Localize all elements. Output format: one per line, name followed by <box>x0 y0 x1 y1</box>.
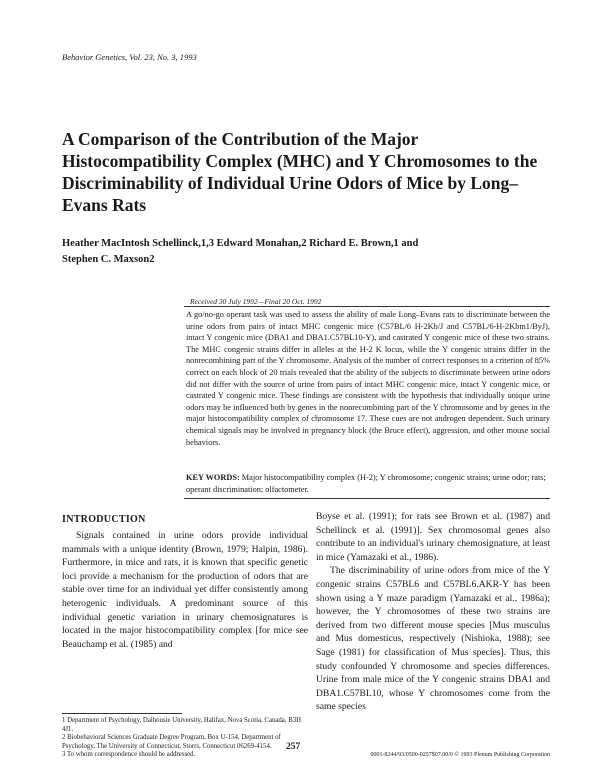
footnote-1: 1 Department of Psychology, Dalhousie University, Halifax, Nova Scotia, Canada, B3H 4J1. <box>62 717 302 733</box>
page-number: 257 <box>286 742 301 752</box>
footnote-rule <box>62 713 182 714</box>
right-column <box>316 510 550 714</box>
author-line-2: Stephen C. Maxson2 <box>62 254 155 265</box>
intro-paragraph-2: The discriminability of urine odors from mice of the Y congenic strains C57BL6 and C57BL6.AKR-Y has been shown using a Y maze paradigm (Yamazaki et al., 1986a); however, the Y chromosomes of these two strains are derived from two different mouse species [Mus musculus and Mus domesticus, respectively (Nishioka, 1988); see Sage (1981) for classification of Mus species]. Thus, this study confounded Y chromosome and species differences. Urine from male mice of the Y congenic strains DBA1 and DBA1.C57BL10, whose Y chromosomes come from the same species <box>316 565 550 713</box>
section-heading-introduction: INTRODUCTION <box>62 514 146 525</box>
abstract-top-rule <box>184 306 550 307</box>
intro-paragraph-1-cont: Boyse et al. (1991); for rats see Brown et al. (1987) and Schellinck et al. (1991)]. Sex chromosomal genes also contribute to an individual's urinary chemosignature, at least in mice (Yamazaki et al., 1986). <box>316 511 550 563</box>
author-list <box>62 236 522 268</box>
keywords <box>186 472 550 495</box>
footnotes <box>62 717 308 760</box>
left-column <box>62 529 308 651</box>
received-date: Received 30 July 1992—Final 20 Oct. 1992 <box>190 297 322 306</box>
abstract: A go/no-go operant task was used to assess the ability of male Long–Evans rats to discriminate between the urine odors from pairs of intact MHC congenic mice (C57BL/6 H-2Kb/J and C57BL/6-H-2Kbm1/ByJ), intact Y congenic mice (DBA1 and DBA1.C57BL10-Y), and castrated Y congenic mice of these two strains. The MHC congenic strains differ in alleles at the H-2 K locus, while the Y congenic strains differ in the nonrecombining part of the Y chromosome. Analysis of the number of correct responses to a criterion of 85% correct on each block of 20 trials revealed that the ability of the subjects to discriminate between urine odors did not differ with the source of urine from pairs of intact MHC congenic mice, intact Y congenic mice, or castrated Y congenic mice. These findings are consistent with the hypothesis that individually unique urine odors may be influenced both by genes in the nonrecombining part of the Y chromosome and by genes in the major histocompatibility complex of chromosome 17. These cues are not androgen dependent. Such urinary chemical signals may be involved in pregnancy block (the Bruce effect), aggression, and other mouse social behaviors. <box>186 310 550 447</box>
footnote-2: 2 Biobehavioral Sciences Graduate Degree Program, Box U-154, Department of Psychology, The University of Connecticut, Storrs, Connecticut 06269-4154. <box>62 734 281 750</box>
copyright-line: 0001-8244/93/0500-0257$07.00/0 © 1993 Plenum Publishing Corporation <box>370 752 550 758</box>
keywords-label: KEY WORDS: <box>186 473 240 482</box>
footnote-3: 3 To whom correspondence should be addressed. <box>62 751 196 759</box>
intro-paragraph-1: Signals contained in urine odors provide individual mammals with a unique identity (Brown, 1979; Halpin, 1986). Furthermore, in mice and rats, it is known that specific genetic loci provide a mechanism for the production of odors that are stable over time for an individual yet differ consistently among heterogenic individuals. A predominant source of this individual genetic variation in urinary chemosignatures is located in the major histocompatibility complex [for mice see Beauchamp et al. (1985) and <box>62 530 308 650</box>
author-line-1: Heather MacIntosh Schellinck,1,3 Edward Monahan,2 Richard E. Brown,1 and <box>62 238 419 249</box>
keywords-text: Major histocompatibility complex (H-2); Y chromosome; congenic strains; urine odor; rats; operant discrimination; olfactometer. <box>186 473 546 494</box>
article-title: A Comparison of the Contribution of the Major Histocompatibility Complex (MHC) and Y Chromosomes to the Discriminability of Individual Urine Odors of Mice by Long–Evans Rats <box>62 129 538 215</box>
keywords-bottom-rule <box>184 498 550 499</box>
journal-citation: Behavior Genetics, Vol. 23, No. 3, 1993 <box>62 52 197 62</box>
